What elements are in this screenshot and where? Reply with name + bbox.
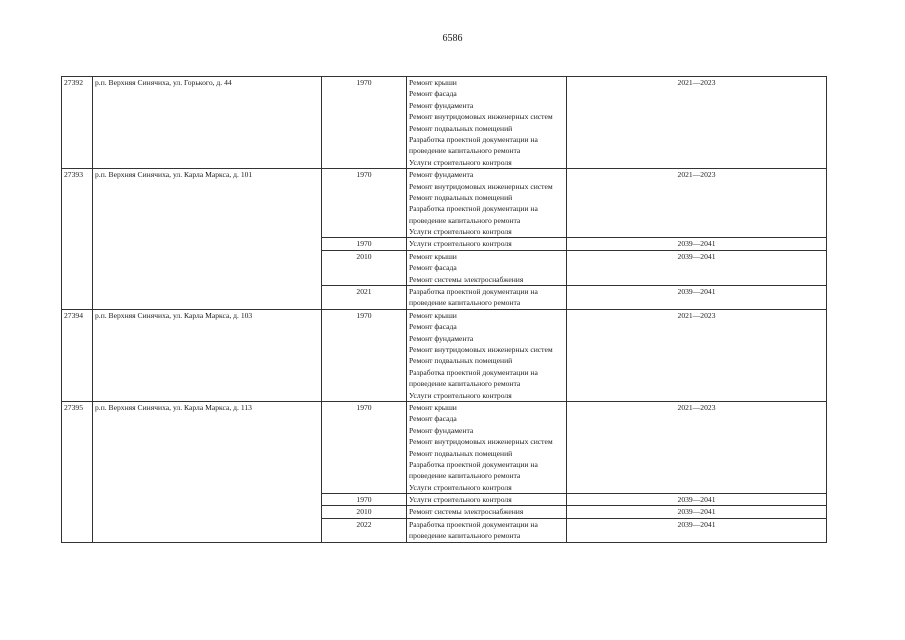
year-cell: 1970 [322,401,407,493]
work-item: проведение капитального ремонта [409,215,521,225]
year-cell: 2021 [322,286,407,310]
work-item: Ремонт крыши [409,78,457,87]
house-address-cell: р.п. Верхняя Синячиха, ул. Карла Маркса, д. 113 [93,401,322,542]
house-id-cell: 27394 [62,309,93,401]
year-cell: 1970 [322,77,407,169]
repair-schedule-table [61,76,827,543]
work-list-cell [407,286,567,310]
period-cell: 2039—2041 [567,506,827,518]
table-row [62,169,827,238]
work-item: проведение капитального ремонта [409,471,521,481]
year-cell: 2010 [322,506,407,518]
work-item: Ремонт фундамента [409,425,474,435]
year-cell: 1970 [322,309,407,401]
year-cell: 1970 [322,238,407,250]
period-cell: 2039—2041 [567,494,827,506]
period-cell: 2021—2023 [567,309,827,401]
table-row [62,401,827,493]
table-row [62,309,827,401]
work-item: Ремонт крыши [409,251,457,261]
house-address-cell: р.п. Верхняя Синячиха, ул. Карла Маркса, д. 103 [93,309,322,401]
table-row [62,77,827,169]
work-list-cell [407,401,567,493]
work-item: Ремонт фасада [409,89,457,99]
year-cell: 1970 [322,169,407,238]
work-list-cell [407,309,567,401]
work-item: Ремонт подвальных помещений [409,448,513,458]
work-item: Ремонт фундамента [409,333,474,343]
work-item: Разработка проектной документации на [409,459,538,469]
work-item: Ремонт фасада [409,263,457,273]
work-item: проведение капитального ремонта [409,531,521,541]
work-item: Ремонт системы электроснабжения [409,507,524,517]
work-item: Разработка проектной документации на [409,287,538,297]
house-address-cell: р.п. Верхняя Синячиха, ул. Карла Маркса, д. 101 [93,169,322,310]
work-item: Услуги строительного контроля [409,390,512,400]
period-cell: 2021—2023 [567,401,827,493]
work-item: Ремонт крыши [409,310,457,320]
work-item: Разработка проектной документации на [409,519,538,529]
year-cell: 2010 [322,250,407,285]
work-list-cell [407,238,567,250]
work-item: Разработка проектной документации на [409,204,538,214]
work-item: Ремонт внутридомовых инженерных систем [409,181,553,191]
period-cell: 2039—2041 [567,286,827,310]
work-item: Ремонт фасада [409,322,457,332]
page-number: 6586 [442,33,463,44]
work-item: проведение капитального ремонта [409,298,521,308]
period-cell: 2039—2041 [567,518,827,542]
work-list-cell [407,494,567,506]
period-cell: 2039—2041 [567,238,827,250]
work-item: Услуги строительного контроля [409,157,512,167]
work-item: Ремонт внутридомовых инженерных систем [409,345,553,354]
house-id-cell: 27393 [62,169,93,310]
work-item: Услуги строительного контроля [409,482,512,492]
work-item: Ремонт фундамента [409,170,474,180]
work-item: Услуги строительного контроля [409,495,512,505]
period-cell: 2021—2023 [567,77,827,169]
work-item: Разработка проектной документации на [409,367,538,377]
work-item: проведение капитального ремонта [409,379,521,389]
work-item: Ремонт фундамента [409,100,474,110]
work-item: Ремонт внутридомовых инженерных систем [409,437,553,447]
work-item: Ремонт крыши [409,402,457,412]
repair-schedule-body [62,77,827,543]
work-item: Услуги строительного контроля [409,227,512,237]
work-item: Разработка проектной документации на [409,134,538,144]
period-cell: 2039—2041 [567,250,827,285]
work-list-cell [407,77,567,169]
year-cell: 2022 [322,518,407,542]
year-cell: 1970 [322,494,407,506]
work-list-cell [407,250,567,285]
period-cell: 2021—2023 [567,169,827,238]
work-item: проведение капитального ремонта [409,146,521,156]
work-item: Ремонт фасада [409,414,457,424]
work-item: Ремонт подвальных помещений [409,192,513,202]
work-item: Ремонт системы электроснабжения [409,274,524,284]
work-item: Услуги строительного контроля [409,239,512,249]
work-item: Ремонт подвальных помещений [409,356,513,366]
work-item: Ремонт внутридомовых инженерных систем [409,112,553,122]
work-list-cell [407,506,567,518]
work-list-cell [407,518,567,542]
house-id-cell: 27395 [62,401,93,542]
work-item: Ремонт подвальных помещений [409,123,513,133]
house-address-cell: р.п. Верхняя Синячиха, ул. Горького, д. 44 [93,77,322,169]
house-id-cell: 27392 [62,77,93,169]
work-list-cell [407,169,567,238]
